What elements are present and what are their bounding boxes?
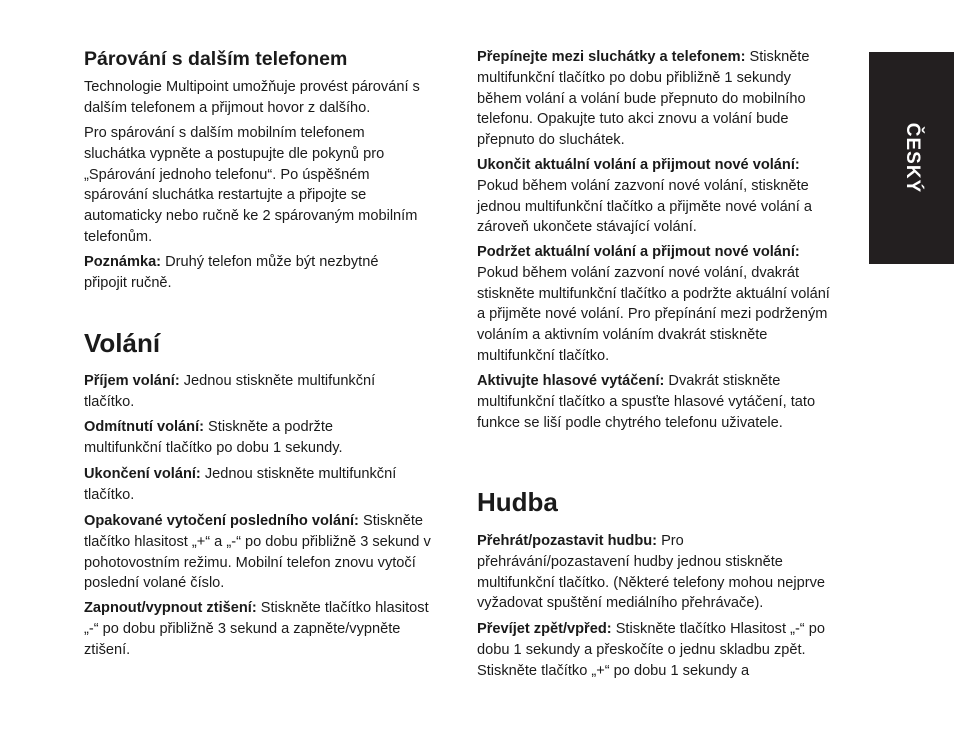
hold-call — [477, 242, 842, 367]
note-label: Poznámka: — [84, 254, 162, 270]
play-pause-label: Přehrát/pozastavit hudbu: — [477, 533, 658, 549]
voice-dial-label: Aktivujte hlasové vytáčení: — [477, 373, 665, 389]
calls-heading: Volání — [84, 328, 161, 358]
mute-call-text: Stiskněte tlačítko hlasitost „-“ po dobu přibližně 3 sekund a zapněte/vypněte ztišení. — [84, 600, 429, 658]
redial-call-text: Stiskněte tlačítko hlasitost „+“ a „-“ po dobu přibližně 3 sekund v pohotovostním režimu. Mobilní telefon znovu vytočí poslední volané číslo. — [84, 513, 431, 592]
language-tab — [869, 52, 954, 264]
mute-call-label: Zapnout/vypnout ztišení: — [84, 600, 257, 616]
end-call — [84, 464, 429, 506]
skip-track-text: Stiskněte tlačítko Hlasitost „-“ po dobu 1 sekundy a přeskočíte o jednu skladbu zpět. Stiskněte tlačítko „+“ po dobu 1 sekundy a — [477, 621, 825, 679]
accept-call-text: Jednou stiskněte multifunkční tlačítko. — [84, 373, 376, 410]
note-text: Druhý telefon může být nezbytné připojit ručně. — [84, 254, 379, 291]
voice-dial-text: Dvakrát stiskněte multifunkční tlačítko a spusťte hlasové vytáčení, tato funkce se liší podle chytrého telefonu uživatele. — [477, 373, 816, 431]
switch-audio-label: Přepínejte mezi sluchátky a telefonem: — [477, 49, 746, 65]
reject-call-label: Odmítnutí volání: — [84, 419, 204, 435]
hold-call-text: Pokud během volání zazvoní nové volání, dvakrát stiskněte multifunkční tlačítko a podržte aktuální volání a přijměte nové volání. Pro přepínání mezi podrženým voláním a aktivním voláním dvakrát stiskněte multifunkční tlačítko. — [477, 264, 830, 364]
play-pause — [477, 531, 832, 614]
pairing-heading: Párování s dalším telefonem — [84, 48, 348, 70]
play-pause-text: Pro přehrávání/pozastavení hudby jednou stiskněte multifunkční tlačítko. (Některé telefony mohou nejprve vyžadovat spuštění mediálního přehrávače). — [477, 533, 825, 612]
end-call-label: Ukončení volání: — [84, 466, 201, 482]
accept-call — [84, 371, 419, 413]
switch-audio — [477, 47, 837, 151]
hold-call-label: Podržet aktuální volání a přijmout nové volání: — [477, 244, 800, 260]
redial-call-label: Opakované vytočení posledního volání: — [84, 513, 359, 529]
skip-track-label: Převíjet zpět/vpřed: — [477, 621, 612, 637]
reject-call-text: Stiskněte a podržte multifunkční tlačítko po dobu 1 sekundy. — [84, 419, 343, 456]
language-tab-label: ČESKÝ — [901, 122, 923, 194]
end-call-text: Jednou stiskněte multifunkční tlačítko. — [84, 466, 397, 503]
mute-call — [84, 598, 444, 660]
end-accept-call-text: Pokud během volání zazvoní nové volání, stiskněte jednou multifunkční tlačítko a přijměte nové volání a zároveň ukončete stávající volání. — [477, 177, 813, 236]
accept-call-label: Příjem volání: — [84, 373, 180, 389]
voice-dial — [477, 371, 822, 433]
redial-call — [84, 511, 449, 594]
end-accept-call — [477, 155, 842, 238]
music-heading: Hudba — [477, 487, 558, 517]
reject-call — [84, 417, 404, 459]
end-accept-call-label: Ukončit aktuální volání a přijmout nové volání: — [477, 157, 800, 173]
pairing-intro: Technologie Multipoint umožňuje provést párování s dalším telefonem a přijmout hovor z dalšího. — [84, 79, 420, 116]
pairing-note — [84, 252, 419, 294]
skip-track — [477, 619, 839, 681]
switch-audio-text: Stiskněte multifunkční tlačítko po dobu přibližně 1 sekundy během volání a volání bude přepnuto do mobilního telefonu. Opakujte tuto akci znovu a volání bude přepnuto do sluchátek. — [477, 49, 810, 149]
pairing-instructions: Pro spárování s dalším mobilním telefonem sluchátka vypněte a postupujte dle pokynů pro „Spárování jednoho telefonu“. Po úspěšném spárování sluchátka restartujte a připojte se automaticky nebo ručně ke 2 spárovaným mobilním telefonům. — [84, 125, 418, 245]
